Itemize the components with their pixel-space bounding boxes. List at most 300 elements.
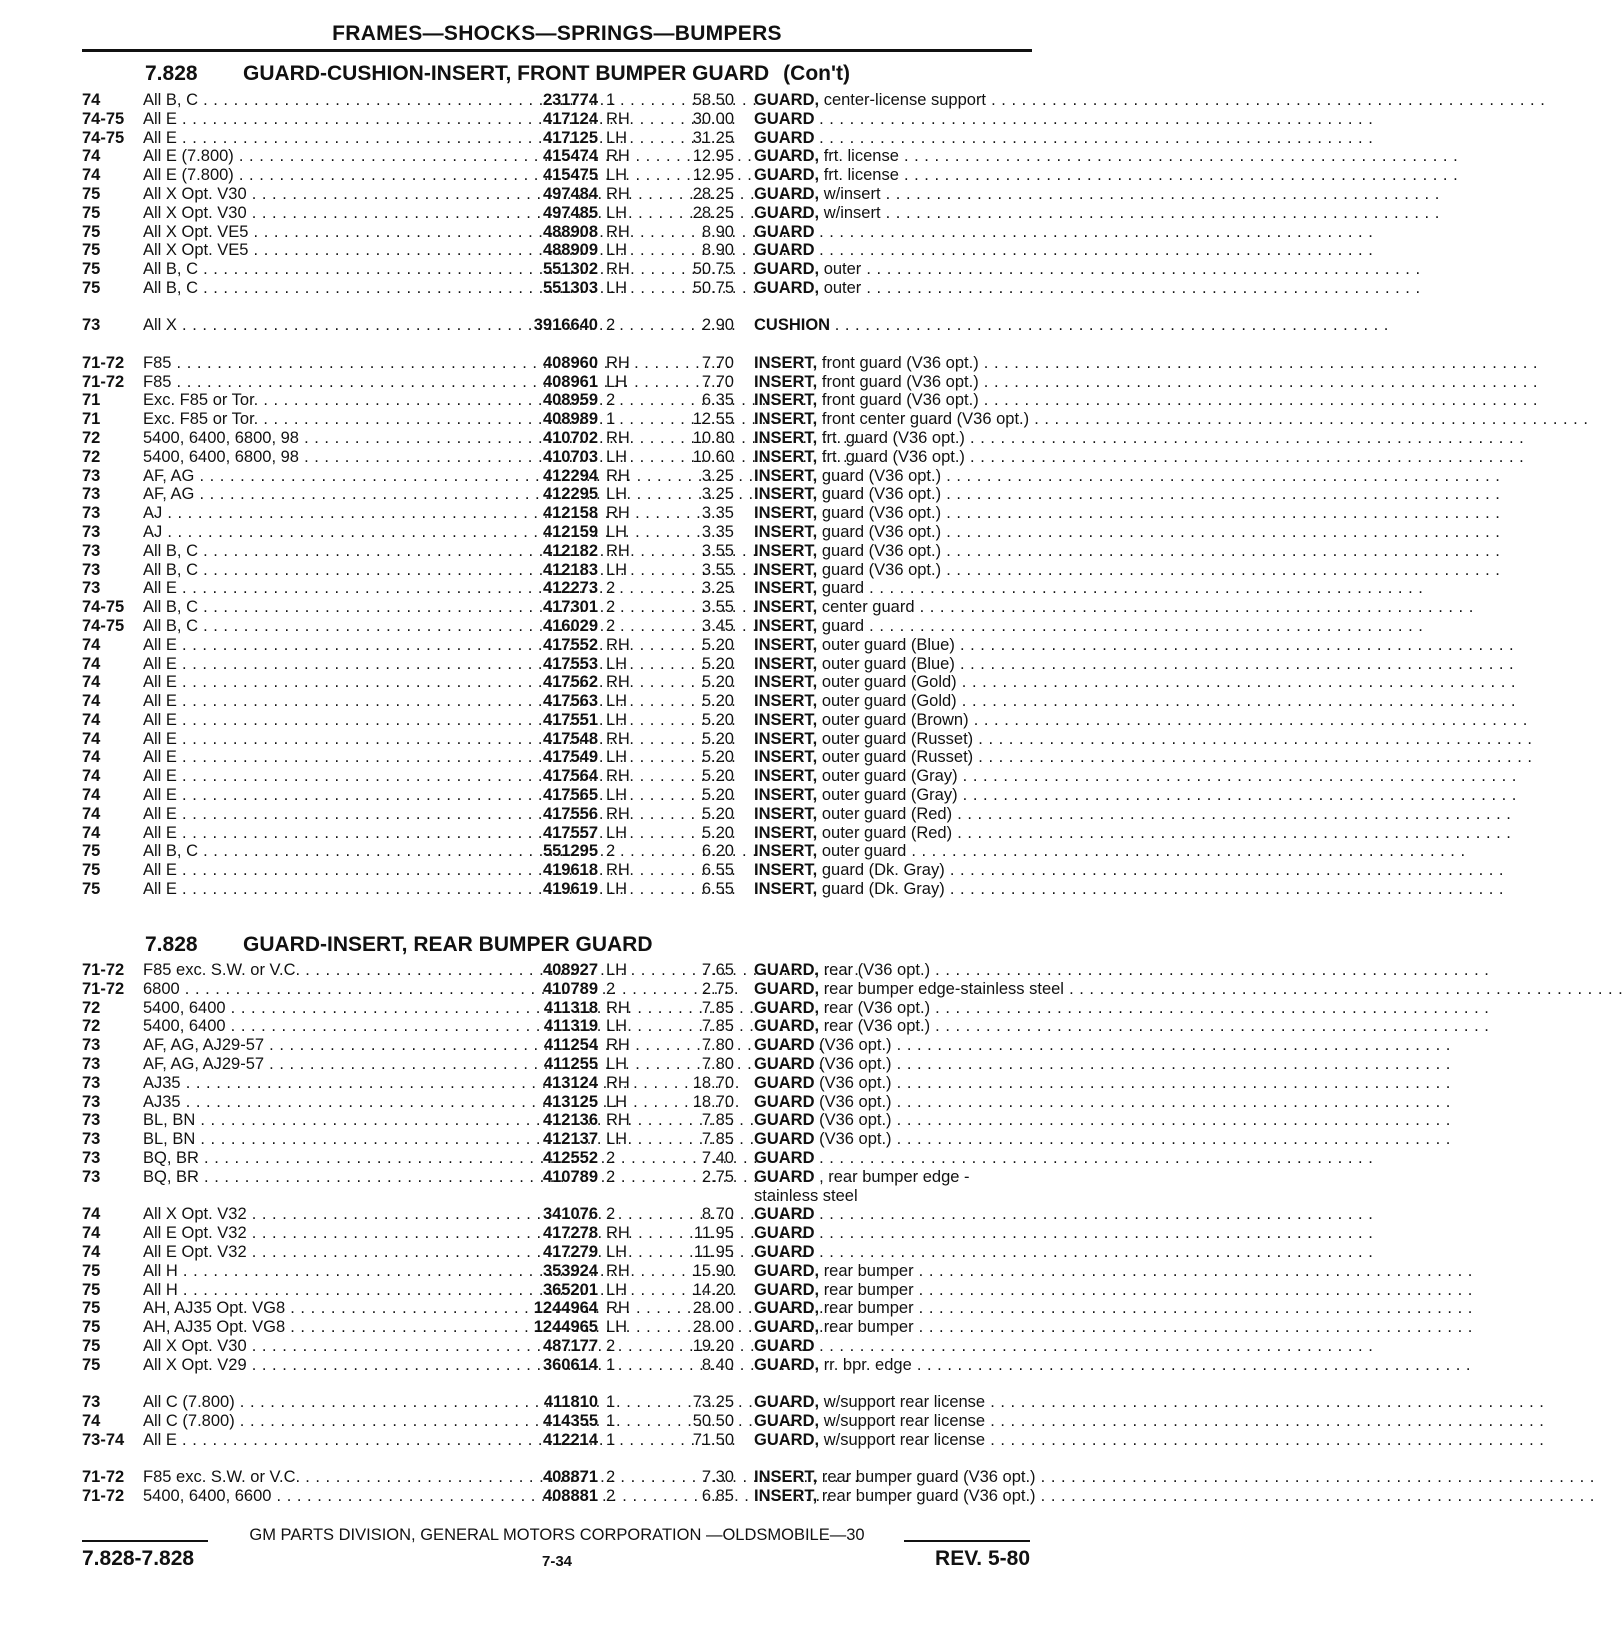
row-price: 3.55 [701, 560, 734, 579]
row-model [143, 1130, 493, 1149]
row-part-name: GUARD [754, 241, 815, 260]
row-part-number: 412273 [542, 579, 598, 598]
row-description [754, 1224, 1032, 1243]
row-description [754, 485, 1032, 504]
row-part-name: GUARD [754, 222, 815, 241]
row-model-text: All E . . . [143, 110, 736, 128]
row-price: 5.20 [701, 786, 734, 805]
table-row [82, 1036, 1032, 1055]
row-quantity: 2 [606, 579, 616, 598]
row-model-text: 5400, 6400, 6800, 98 . . . [143, 429, 858, 447]
row-part-name: GUARD, [754, 184, 820, 203]
row-price: 28.25 [692, 203, 734, 222]
row-model-text: BQ, BR . . . [143, 1149, 758, 1167]
table-row [82, 1486, 1036, 1506]
table-row [82, 1393, 1032, 1412]
row-year: 73 [82, 1092, 101, 1111]
row-price: 5.20 [701, 673, 734, 692]
row-model-text: All B, C . . . [143, 561, 757, 579]
row-part-detail: outer guard (Gold) . . . [822, 692, 1516, 710]
row-description [754, 1393, 1032, 1412]
row-year: 74 [82, 673, 101, 692]
row-model [143, 110, 493, 129]
row-model [143, 999, 493, 1018]
row-part-number: 360614 [542, 1355, 598, 1374]
row-model-text: All E . . . [143, 1431, 736, 1449]
row-part-number: 3916640 [533, 316, 598, 335]
row-model [143, 1224, 493, 1243]
row-part-detail: w/support rear license . . . [824, 1412, 1545, 1430]
parts-list-rear [82, 961, 1064, 1506]
row-model [143, 748, 493, 767]
row-model [143, 786, 493, 805]
row-year: 73 [82, 316, 101, 335]
row-quantity: LH [606, 1242, 628, 1261]
row-model-text: Exc. F85 or Tor. . . . [143, 410, 818, 428]
row-price: 14.20 [692, 1280, 734, 1299]
row-year: 71-72 [82, 1468, 125, 1487]
row-model-text: All B, C . . . [143, 842, 757, 860]
row-description [754, 711, 1032, 730]
row-model [143, 1487, 493, 1506]
row-part-detail: outer guard (Gray) . . . [822, 786, 1517, 804]
row-quantity: LH [606, 1054, 628, 1073]
row-part-name: GUARD, [754, 979, 820, 998]
row-part-number: 408961 [542, 372, 598, 391]
row-price: 18.70 [692, 1092, 734, 1111]
table-row [82, 429, 1032, 448]
row-part-detail: (V36 opt.) . . . [819, 1130, 1451, 1148]
row-model-text: All X Opt. V30 . . . [143, 1337, 806, 1355]
row-part-detail: center guard . . . [822, 598, 1474, 616]
row-year: 75 [82, 1261, 101, 1280]
row-part-number: 341076 [542, 1205, 598, 1224]
row-price: 50.50 [692, 1411, 734, 1430]
row-price: 7.85 [701, 1130, 734, 1149]
row-price: 10.60 [692, 447, 734, 466]
row-price: 12.55 [692, 410, 734, 429]
row-price: 5.20 [701, 710, 734, 729]
row-quantity: RH [606, 729, 630, 748]
row-part-name: INSERT, [754, 541, 818, 560]
row-quantity: 1 [606, 91, 616, 109]
table-row [82, 748, 1032, 767]
footer-revision: REV. 5-80 [935, 1547, 1030, 1570]
row-part-detail: (V36 opt.) . . . [819, 1074, 1451, 1092]
table-row [82, 786, 1032, 805]
row-part-number: 417301 [542, 598, 598, 617]
row-description [754, 1093, 1032, 1112]
row-part-number: 417279 [542, 1242, 598, 1261]
row-quantity: 2 [606, 1336, 616, 1355]
row-quantity: LH [606, 166, 628, 185]
row-description [754, 260, 1032, 279]
row-part-name: GUARD, [754, 278, 820, 297]
row-quantity: LH [606, 1280, 628, 1299]
row-quantity: RH [606, 147, 630, 166]
row-description [754, 354, 1032, 373]
row-price: 8.90 [701, 241, 734, 260]
row-description [754, 373, 1032, 392]
table-row [82, 861, 1032, 880]
row-quantity: 1 [606, 1430, 616, 1449]
row-price: 2.90 [701, 316, 734, 335]
row-price: 7.85 [701, 1111, 734, 1130]
row-quantity: 2 [606, 1167, 616, 1186]
row-model [143, 636, 493, 655]
row-model [143, 805, 493, 824]
table-row [82, 129, 1032, 148]
row-part-number: 231774 [542, 91, 598, 109]
row-model-text: All E . . . [143, 786, 736, 804]
row-year: 73 [82, 466, 101, 485]
row-model [143, 861, 493, 880]
row-model [143, 617, 493, 636]
row-quantity: LH [606, 1130, 628, 1149]
table-row [82, 1262, 1032, 1281]
row-part-name: INSERT, [754, 598, 818, 617]
row-part-number: 417553 [542, 654, 598, 673]
row-year: 75 [82, 1318, 101, 1337]
row-part-number: 419618 [542, 861, 598, 880]
row-part-name: GUARD [754, 1336, 815, 1355]
row-description [754, 617, 1032, 636]
row-quantity: 1 [606, 1411, 616, 1430]
row-part-number: 412552 [542, 1148, 598, 1167]
row-part-number: 410703 [542, 447, 598, 466]
row-price: 5.20 [701, 729, 734, 748]
row-model [143, 260, 493, 279]
row-part-number: 411810 [543, 1393, 598, 1412]
row-model [143, 1074, 493, 1093]
row-model-text: All H . . . [143, 1262, 737, 1280]
row-model [143, 279, 493, 298]
row-year: 73 [82, 560, 101, 579]
row-quantity: 1 [606, 1355, 616, 1374]
row-price: 3.55 [701, 598, 734, 617]
row-part-detail: outer guard (Brown) . . . [822, 711, 1528, 729]
row-part-name: INSERT, [754, 710, 818, 729]
row-part-name: GUARD, [754, 1261, 820, 1280]
table-row [82, 542, 1032, 561]
parts-list-front [82, 91, 1032, 899]
row-quantity: 2 [606, 979, 616, 998]
table-row [82, 110, 1032, 129]
row-description [754, 655, 1032, 674]
row-model [143, 692, 493, 711]
row-quantity: RH [606, 109, 630, 128]
row-model [143, 1243, 493, 1262]
row-part-number: 412183 [542, 560, 598, 579]
row-quantity: 2 [606, 391, 616, 410]
row-quantity: RH [606, 673, 630, 692]
table-row [82, 467, 1032, 486]
row-quantity: RH [606, 1111, 630, 1130]
row-model [143, 1262, 493, 1281]
section-heading: GUARD-CUSHION-INSERT, FRONT BUMPER GUARD [243, 62, 770, 85]
row-model-text: All E Opt. V32 . . . [143, 1224, 806, 1242]
row-part-number: 488908 [542, 222, 598, 241]
row-part-number: 1244964 [533, 1299, 598, 1318]
row-quantity: LH [606, 447, 628, 466]
row-description [754, 316, 1032, 335]
row-model [143, 655, 493, 674]
row-part-name: INSERT, [754, 579, 818, 598]
row-description [754, 805, 1032, 824]
row-quantity: RH [606, 635, 630, 654]
row-price: 3.25 [701, 485, 734, 504]
row-description [754, 1431, 1032, 1450]
row-description [754, 1111, 1032, 1130]
row-description [754, 561, 1032, 580]
row-model [143, 448, 493, 467]
row-model-text: F85 exc. S.W. or V.C. . . . [143, 1468, 859, 1486]
row-quantity: LH [606, 241, 628, 260]
row-description [754, 1337, 1032, 1356]
table-row [82, 1111, 1032, 1130]
row-model-text: 5400, 6400, 6800, 98 . . . [143, 448, 858, 466]
row-year: 75 [82, 880, 101, 899]
row-part-detail [819, 1205, 1373, 1223]
row-quantity: RH [606, 804, 630, 823]
row-description [754, 504, 1032, 523]
row-quantity: 2 [606, 616, 616, 635]
row-price: 28.00 [692, 1299, 734, 1318]
row-part-name: GUARD [754, 1111, 815, 1130]
row-model-text: F85 . . . [143, 373, 731, 391]
table-row [82, 999, 1032, 1018]
row-model [143, 824, 493, 843]
row-year: 74 [82, 1224, 101, 1243]
row-part-number: 417548 [542, 729, 598, 748]
table-row [82, 1093, 1032, 1112]
row-year: 74 [82, 748, 101, 767]
row-part-name: INSERT, [754, 1468, 818, 1487]
row-part-number: 408871 [542, 1468, 598, 1487]
table-row [82, 391, 1032, 410]
row-year: 73 [82, 1111, 101, 1130]
row-part-number: 417552 [542, 635, 598, 654]
row-part-detail: outer guard (Russet) . . . [822, 748, 1533, 766]
section-title-rear [145, 933, 653, 957]
row-quantity: RH [606, 541, 630, 560]
row-model [143, 129, 493, 148]
row-price: 50.75 [692, 278, 734, 297]
row-part-number: 417563 [542, 692, 598, 711]
row-description [754, 842, 1032, 861]
row-price: 5.20 [701, 748, 734, 767]
row-part-detail: rear bumper . . . [824, 1318, 1473, 1336]
row-part-name: INSERT, [754, 635, 818, 654]
row-model-text: All X Opt. V30 . . . [143, 204, 806, 222]
row-model [143, 980, 493, 999]
row-part-detail: w/support rear license . . . [824, 1393, 1545, 1411]
footer-publisher: GM PARTS DIVISION, GENERAL MOTORS CORPORATION —OLDSMOBILE—30 [249, 1526, 865, 1544]
row-part-detail: rear (V36 opt.) . . . [824, 999, 1490, 1017]
row-description [754, 410, 1032, 429]
row-model-text: All B, C . . . [143, 91, 757, 109]
row-price: 12.95 [692, 147, 734, 166]
row-part-detail: guard (V36 opt.) . . . [822, 542, 1501, 560]
row-model-text: All E . . . [143, 673, 736, 691]
row-price: 6.35 [701, 391, 734, 410]
row-part-number: 365201 [542, 1280, 598, 1299]
row-part-detail: guard (V36 opt.) . . . [822, 523, 1501, 541]
row-year: 71-72 [82, 961, 125, 979]
row-part-detail [819, 1149, 1373, 1167]
row-description [754, 542, 1032, 561]
row-part-number: 353924 [542, 1261, 598, 1280]
row-price: 2.75 [701, 979, 734, 998]
row-description [754, 429, 1032, 448]
row-part-number: 415474 [542, 147, 598, 166]
row-part-detail: w/insert . . . [824, 185, 1440, 203]
row-part-number: 412136 [542, 1111, 598, 1130]
table-row [82, 880, 1032, 899]
row-part-detail [819, 241, 1373, 259]
row-part-name: GUARD, [754, 961, 820, 979]
row-model [143, 1111, 493, 1130]
row-model [143, 1299, 493, 1318]
row-part-number: 417549 [542, 748, 598, 767]
row-description [754, 241, 1032, 260]
row-price: 5.20 [701, 823, 734, 842]
row-quantity: 2 [606, 1148, 616, 1167]
row-part-name: GUARD, [754, 1017, 820, 1036]
row-model-text: 5400, 6400, 6600 . . . [143, 1487, 831, 1505]
row-model-text: F85 exc. S.W. or V.C. . . . [143, 961, 859, 979]
row-description [754, 1074, 1032, 1093]
row-quantity: LH [606, 522, 628, 541]
row-part-name: INSERT, [754, 1486, 818, 1505]
row-model-text: All X Opt. VE5 . . . [143, 223, 808, 241]
row-part-number: 410789 [542, 1167, 598, 1186]
row-price: 5.20 [701, 767, 734, 786]
row-part-detail: frt. guard (V36 opt.) . . . [822, 448, 1524, 466]
row-model-text: All E . . . [143, 748, 736, 766]
row-quantity: LH [606, 823, 628, 842]
row-year: 73 [82, 1073, 101, 1092]
row-part-name: GUARD, [754, 260, 820, 279]
header-rule [82, 49, 1032, 52]
table-row [82, 1224, 1032, 1243]
row-year: 74 [82, 823, 101, 842]
section-title-front [145, 62, 850, 86]
row-part-detail: outer . . . [824, 260, 1421, 278]
row-model [143, 1055, 493, 1074]
row-model-text: All B, C . . . [143, 542, 757, 560]
row-model-text: All E . . . [143, 711, 736, 729]
row-quantity: RH [606, 466, 630, 485]
row-part-detail: (V36 opt.) . . . [819, 1036, 1451, 1054]
row-part-number: 412214 [542, 1430, 598, 1449]
row-part-name: GUARD [754, 1092, 815, 1111]
row-description [754, 1017, 1032, 1036]
row-model [143, 961, 493, 980]
row-price: 7.80 [701, 1054, 734, 1073]
row-price: 7.65 [701, 961, 734, 979]
row-description [754, 223, 1032, 242]
row-price: 5.20 [701, 635, 734, 654]
row-part-detail: center-license support . . . [824, 91, 1546, 109]
row-model-text: AH, AJ35 Opt. VG8 . . . [143, 1318, 844, 1336]
row-model-text: All X Opt. V32 . . . [143, 1205, 806, 1223]
row-model [143, 579, 493, 598]
row-part-name: INSERT, [754, 504, 818, 523]
row-part-detail: rear (V36 opt.) . . . [824, 1017, 1490, 1035]
table-row [82, 636, 1032, 655]
row-part-detail: outer guard (Gold) . . . [822, 673, 1516, 691]
row-part-detail: outer guard (Gray) . . . [822, 767, 1517, 785]
row-description [754, 1205, 1032, 1224]
row-year: 74 [82, 692, 101, 711]
row-description [754, 861, 1032, 880]
table-row [82, 485, 1032, 504]
row-quantity: LH [606, 710, 628, 729]
row-description [754, 166, 1032, 185]
row-part-number: 412137 [542, 1130, 598, 1149]
row-price: 18.70 [692, 1073, 734, 1092]
row-model [143, 204, 493, 223]
row-part-name: INSERT, [754, 391, 818, 410]
row-year: 75 [82, 241, 101, 260]
row-price: 3.55 [701, 541, 734, 560]
row-part-detail: guard (V36 opt.) . . . [822, 504, 1501, 522]
row-model [143, 316, 493, 335]
row-model [143, 391, 493, 410]
row-part-number: 411254 [543, 1036, 598, 1055]
row-model-text: All E . . . [143, 636, 736, 654]
table-row [82, 711, 1032, 730]
row-quantity: LH [606, 692, 628, 711]
row-part-detail [819, 1243, 1373, 1261]
row-model-text: All X Opt. V29 . . . [143, 1356, 806, 1374]
row-price: 15.90 [692, 1261, 734, 1280]
row-model-text: 5400, 6400 . . . [143, 1017, 785, 1035]
row-description [754, 129, 1032, 148]
row-part-name: GUARD, [754, 91, 820, 109]
table-row [82, 1431, 1032, 1450]
row-year: 73 [82, 504, 101, 523]
row-model-text: AF, AG . . . [143, 467, 754, 485]
row-part-name: INSERT, [754, 372, 818, 391]
row-year: 73 [82, 1393, 101, 1412]
row-year: 74 [82, 654, 101, 673]
row-description [754, 1318, 1032, 1337]
row-part-detail: guard (V36 opt.) . . . [822, 467, 1501, 485]
row-part-number: 551303 [542, 278, 598, 297]
row-model [143, 373, 493, 392]
row-description [754, 730, 1032, 749]
row-part-detail [819, 129, 1373, 147]
table-row [82, 1356, 1032, 1375]
row-quantity: RH [606, 504, 630, 523]
row-part-detail: (V36 opt.) . . . [819, 1055, 1451, 1073]
row-part-name: INSERT, [754, 823, 818, 842]
row-price: 3.25 [701, 466, 734, 485]
row-part-detail: guard . . . [822, 617, 1423, 635]
row-part-detail: guard (V36 opt.) . . . [822, 485, 1501, 503]
row-quantity: LH [606, 1092, 628, 1111]
row-part-detail [835, 316, 1389, 334]
row-part-number: 412294 [542, 466, 598, 485]
table-row [82, 223, 1032, 242]
row-model [143, 1281, 493, 1300]
row-quantity: RH [606, 353, 630, 372]
row-model [143, 673, 493, 692]
row-year: 71 [82, 410, 101, 429]
row-year: 74 [82, 804, 101, 823]
